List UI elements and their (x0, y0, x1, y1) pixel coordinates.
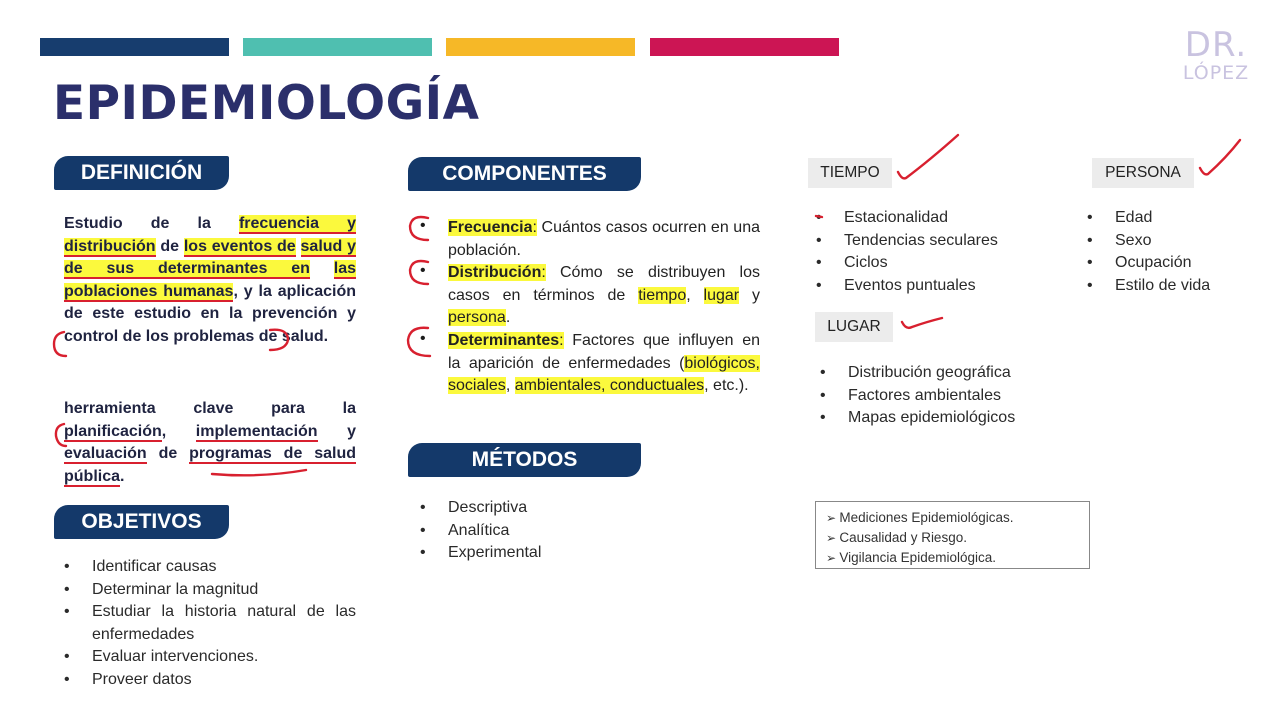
lugar-label: LUGAR (815, 312, 893, 342)
list-item: • Sexo (1085, 230, 1265, 253)
term-determinantes: Determinantes (448, 332, 560, 349)
definicion-paragraph-2 (64, 398, 356, 488)
list-item: • Descriptiva (418, 497, 658, 520)
logo-line-2: LÓPEZ (1182, 62, 1250, 84)
list-item: • Proveer datos (62, 669, 356, 692)
summary-box (815, 501, 1090, 569)
highlighted-run: sociales (448, 377, 506, 394)
logo-line-1: DR. (1184, 25, 1248, 65)
tiempo-label: TIEMPO (808, 158, 892, 188)
underlined-run: programas de salud (189, 445, 356, 462)
componente-determinantes: Determinantes: Factores que influyen en la aparición de enfermedades (biológicos, sociales, ambientales, conductuales, etc.). (448, 332, 760, 394)
logo (1180, 25, 1252, 84)
text-run: Cómo se distribuyen los casos en términos de (448, 264, 760, 304)
highlighted-run: salud y de sus determinantes en (64, 237, 357, 277)
list-item: • Estilo de vida (1085, 275, 1265, 298)
text-run: , (505, 377, 515, 394)
componentes-heading: COMPONENTES (408, 157, 641, 191)
box-item: ➢ Vigilancia Epidemiológica. (826, 548, 1079, 568)
underlined-run: implementación (195, 422, 318, 440)
list-item: • Determinar la magnitud (62, 579, 356, 602)
term-distribucion: Distribución (448, 264, 542, 281)
color-bar-navy (40, 38, 229, 56)
text-run: Cuántos casos ocurren en una población. (448, 219, 760, 259)
box-item: ➢ Mediciones Epidemiológicas. (826, 508, 1079, 528)
color-bar-teal (243, 38, 432, 56)
lugar-list (818, 362, 1078, 430)
ink-check-lugar (902, 318, 942, 328)
ink-check-tiempo (898, 135, 958, 178)
highlighted-run: las poblaciones humanas (64, 260, 356, 300)
underlined-run: planificación (64, 422, 162, 440)
text-run: , (161, 422, 196, 440)
text-run: , y la aplicación de este estudio en la prevención y control de los problemas de salud. (64, 282, 356, 345)
bullet-dot: • (420, 217, 426, 234)
text-run: . (505, 309, 511, 326)
page-title: EPIDEMIOLOGÍA (53, 76, 480, 131)
text-run: y (739, 286, 760, 304)
list-item: • Identificar causas (62, 556, 356, 579)
list-item: • Ocupación (1085, 252, 1265, 275)
highlighted-run: tiempo (638, 286, 687, 304)
text-run: , (686, 286, 704, 304)
definicion-paragraph (64, 213, 356, 348)
metodos-list (418, 497, 658, 565)
text-run: Estudio de la (64, 215, 239, 232)
box-item: ➢ Causalidad y Riesgo. (826, 528, 1079, 548)
list-item: • Factores ambientales (818, 385, 1078, 408)
text-run: de (155, 237, 184, 255)
highlighted-run: distribución (64, 237, 156, 255)
list-item: • Tendencias seculares (814, 230, 1074, 253)
tiempo-list (814, 207, 1074, 297)
list-item: • Estudiar la historia natural de las enfermedades (62, 601, 356, 646)
text-run: , etc.). (704, 377, 749, 394)
color-bar-yellow (446, 38, 635, 56)
text-run: y (317, 422, 356, 440)
highlighted-run: lugar (703, 286, 740, 304)
list-item: • Eventos puntuales (814, 275, 1074, 298)
text-run: de (146, 445, 190, 462)
highlighted-run: persona (448, 309, 506, 326)
ink-circle-determinantes (408, 328, 430, 356)
list-item: • Distribución geográfica (818, 362, 1078, 385)
list-item: • Mapas epidemiológicos (818, 407, 1078, 430)
text-run: Factores que influyen en la aparición de enfermedades ( (448, 332, 760, 372)
list-item: • Evaluar intervenciones. (62, 646, 356, 669)
highlighted-run: biológicos, (684, 354, 760, 372)
text-run (296, 238, 301, 255)
bullet-dot: • (420, 330, 426, 347)
color-bar-magenta (650, 38, 839, 56)
text-run (310, 260, 334, 277)
componente-frecuencia: Frecuencia: Cuántos casos ocurren en una población. (448, 219, 760, 259)
highlighted-run: los eventos de (183, 237, 296, 255)
highlighted-run: ambientales, conductuales (514, 377, 705, 394)
text-run: herramienta clave para la (64, 400, 356, 417)
text-run: . (120, 467, 125, 485)
objetivos-heading: OBJETIVOS (54, 505, 229, 539)
metodos-heading: MÉTODOS (408, 443, 641, 477)
underlined-run: evaluación (64, 445, 147, 462)
definicion-heading: DEFINICIÓN (54, 156, 229, 190)
list-item: • Ciclos (814, 252, 1074, 275)
ink-check-persona (1200, 140, 1240, 174)
objetivos-list (62, 556, 356, 691)
list-item: • Estacionalidad (814, 207, 1074, 230)
list-item: • Analítica (418, 520, 658, 543)
list-item: • Edad (1085, 207, 1265, 230)
list-item: • Experimental (418, 542, 658, 565)
componente-distribucion: Distribución: Cómo se distribuyen los casos en términos de tiempo, lugar y persona. (448, 264, 760, 326)
underlined-run: pública (64, 467, 121, 485)
highlighted-run: frecuencia y (238, 215, 356, 232)
bullet-dot: • (420, 262, 426, 279)
persona-list (1085, 207, 1265, 297)
term-frecuencia: Frecuencia (448, 219, 533, 236)
persona-label: PERSONA (1092, 158, 1194, 188)
